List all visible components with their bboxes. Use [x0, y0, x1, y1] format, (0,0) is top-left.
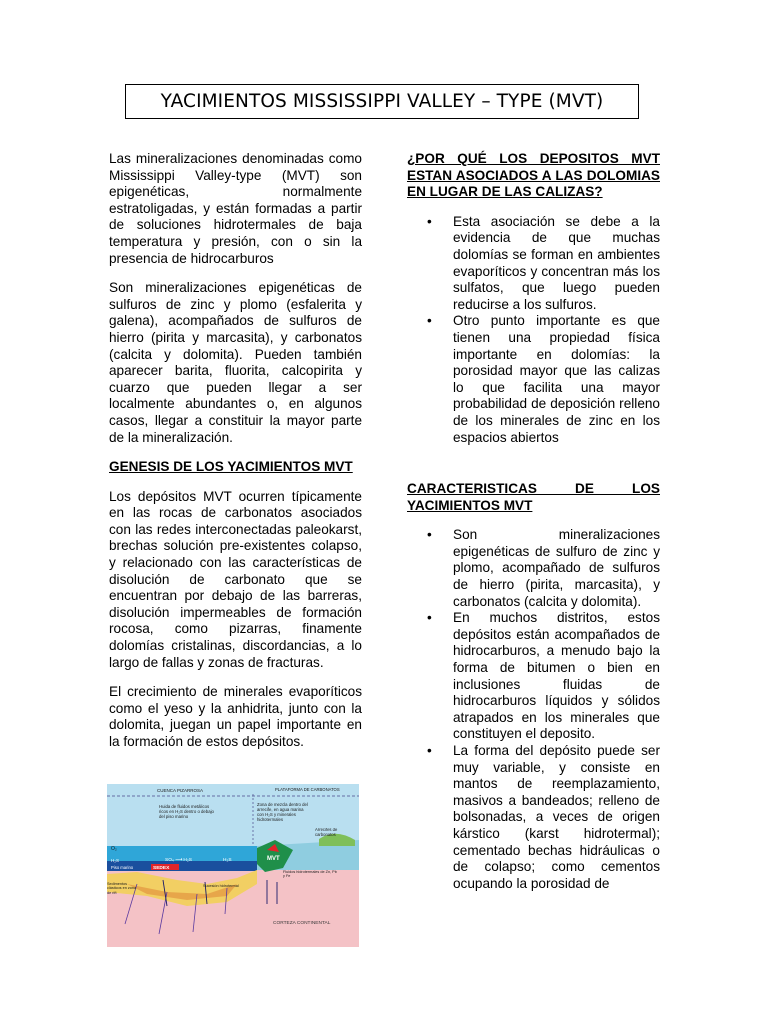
title-text: YACIMIENTOS MISSISSIPPI VALLEY – TYPE (MVT)	[160, 91, 604, 112]
caracteristicas-list	[407, 527, 660, 892]
list-item: • Otro punto importante es que tienen una propiedad física importante en dolomías: la porosidad mayor que las calizas lo que facilita una mayor probabilidad de deposición relleno de los minerales de zinc en los espacios abiertos	[427, 313, 660, 445]
genesis-paragraph: Los depósitos MVT ocurren típicamente en las rocas de carbonatos asociados con las redes interconectadas paleokarst, brechas solución pre-existentes colapso, y relacionado con las características de disolución de carbonato que se encuentran por debajo de las barreras, disolución impermeables de formación rocosa, como pizarras, finamente dolomías cristalinas, discordancias, a lo largo de fallas y zonas de fracturas.	[109, 488, 362, 670]
label-fluidos: Fluidos hidrotermales de Zn, Pb y Fe	[283, 870, 337, 879]
list-item: • Son mineralizaciones epigenéticas de sulfuro de zinc y plomo, acompañado de sulfuros de hierro (pirita, marcasita), y carbonatos (calcita y dolomita).	[427, 527, 660, 609]
label-so4: SO₄ ⟶ H₂S	[165, 858, 192, 863]
dolomias-list	[407, 214, 660, 446]
label-arrecifes: Arrecifes de carbonatos	[315, 828, 338, 837]
label-sedex: SEDEX	[153, 866, 170, 871]
label-h2s: H₂S	[111, 858, 119, 863]
label-cuenca: CUENCA PIZARROSA	[157, 788, 204, 793]
label-o2: O₂	[111, 846, 117, 852]
composition-paragraph: Son mineralizaciones epigenéticas de sulfuros de zinc y plomo (esfalerita y galena), acompañados de sulfuros de hierro (pirita y marcasita), y carbonatos (calcita y dolomita). Pueden también aparecer barita, fluorita, calcopirita y cuarzo que pueden llegar a ser localmente abundantes o, en algunos casos, llegar a constituir la mayor parte de la mineralización.	[109, 280, 362, 445]
label-sucesion: Sucesión hidrotermal	[203, 884, 239, 888]
bullet-icon: •	[427, 743, 432, 758]
list-item: • En muchos distritos, estos depósitos están acompañados de hidrocarburos, a menudo bajo la forma de bitumen o bien en inclusiones fluidas de hidrocarburos líquidos y sólidos atrapados en los minerales que constituyen el deposito.	[427, 610, 660, 742]
label-mvt: MVT	[267, 856, 280, 862]
caracteristicas-heading: CARACTERISTICAS DE LOS YACIMIENTOS MVT	[407, 481, 660, 513]
label-piso: Piso marino	[111, 865, 134, 870]
intro-paragraph: Las mineralizaciones denominadas como Mississippi Valley-type (MVT) son epigenéticas, normalmente estratoligadas, y están formadas a partir de soluciones hidrotermales de baja temperatura y presión, con o sin la presencia de hidrocarburos	[109, 151, 362, 266]
label-corteza: CORTEZA CONTINENTAL	[273, 921, 331, 926]
label-sedimentos: Sedimentos clásticos en zona de rift	[107, 882, 137, 895]
left-column	[109, 151, 362, 764]
bullet-icon: •	[427, 527, 432, 543]
bullet-icon: •	[427, 610, 432, 626]
label-flujo: Huida de fluidos metálicos ricos en H₂S dentro o debajo del piso marino	[159, 804, 214, 819]
label-h2s-2: H₂S	[223, 858, 232, 863]
list-item: • Esta asociación se debe a la evidencia de que muchas dolomías se forman en ambientes evaporíticos y concentran más los sulfatos, que luego pueden reducirse a los sulfuros.	[427, 213, 660, 312]
bullet-icon: •	[427, 213, 432, 229]
document-title	[125, 84, 639, 119]
right-column	[407, 151, 660, 905]
mvt-genesis-diagram	[107, 784, 359, 947]
list-item: • La forma del depósito puede ser muy variable, y consiste en mantos de reemplazamiento, masivos a bandeados; relleno de bolsonadas, a veces de origen kárstico (karst hidrotermal); cementado bechas hidráulicas o de colapso; como cementos ocupando la porosidad de	[427, 743, 660, 891]
bullet-icon: •	[427, 313, 432, 329]
label-zona: Zona de mezcla dentro del arrecife, en agua marina con H₂S y minerales hidrotermales	[257, 802, 308, 822]
genesis-heading: GENESIS DE LOS YACIMIENTOS MVT	[109, 459, 353, 475]
label-plataforma: PLATAFORMA DE CARBONATOS	[275, 787, 340, 792]
dolomias-heading: ¿POR QUÉ LOS DEPOSITOS MVT ESTAN ASOCIADOS A LAS DOLOMIAS EN LUGAR DE LAS CALIZAS?	[407, 151, 660, 200]
evaporites-paragraph: El crecimiento de minerales evaporíticos como el yeso y la anhidrita, junto con la dolomita, juegan un papel importante en la formación de estos depósitos.	[109, 684, 362, 749]
